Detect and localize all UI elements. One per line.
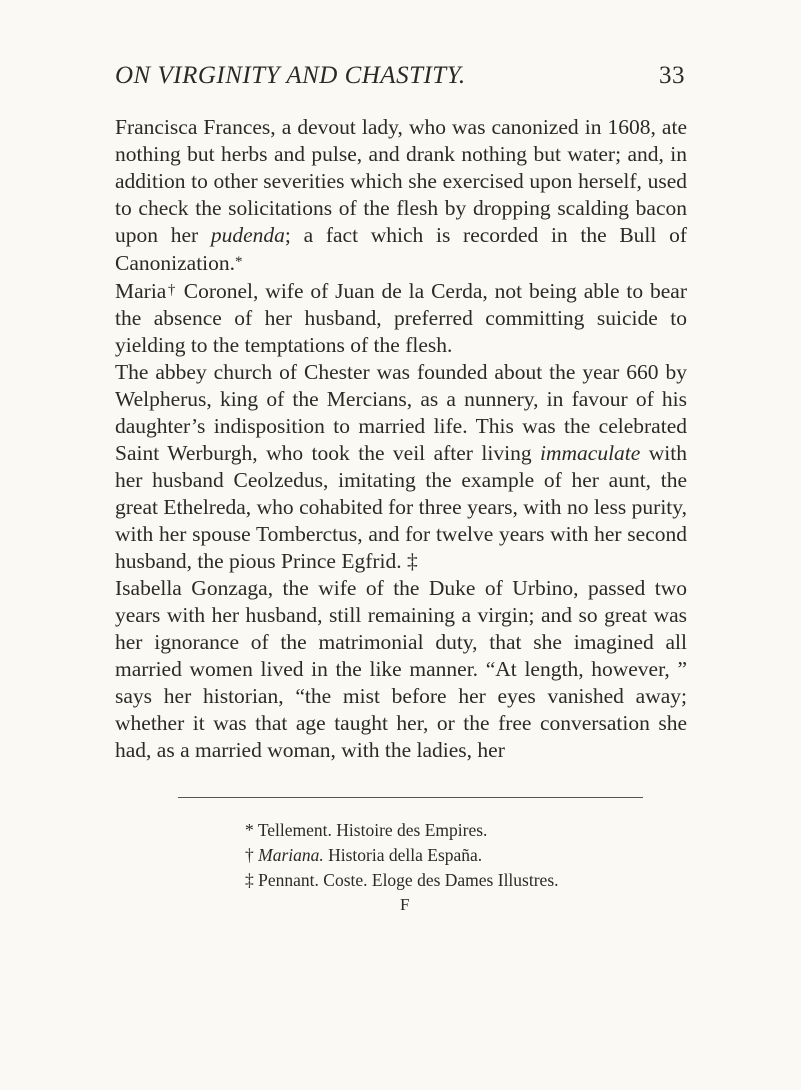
italic-word: pudenda: [210, 223, 285, 247]
footnote-divider: [178, 797, 643, 798]
footnote-author: Tellement.: [257, 820, 332, 840]
footnote: [245, 843, 559, 868]
text-run: Maria: [115, 279, 167, 303]
footnote-ref: *: [235, 254, 243, 270]
text-run: Coronel, wife of Juan de la Cerda, not being able to bear the absence of her husband, preferred committing suicide to yielding to the temptations of the flesh.: [115, 279, 687, 357]
text-run: Francisca Frances, a devout lady, who was canonized in 1608, ate nothing but herbs and pulse, and drank nothing but water; and, in addition to other severities which she exercised upon herself, used to check the solicitations of the flesh by dropping scalding bacon upon her: [115, 115, 687, 247]
footnotes: [245, 818, 559, 893]
paragraph-maria: [115, 277, 687, 359]
footnote-text: Histoire des Empires.: [336, 820, 488, 840]
footnote-text: Coste. Eloge des Dames Illustres.: [323, 870, 559, 890]
body-text: [115, 114, 687, 764]
footnote-author: Pennant.: [258, 870, 319, 890]
footnote-mark: ‡: [245, 870, 254, 890]
signature-mark: F: [400, 895, 410, 914]
text-run: with her husband Ceolzedus, imitating the example of her aunt, the great Ethelreda, who cohabited for three years, with no less purity, with her spouse Tomberctus, and for twelve years with her second husband, the pious Prince Egfrid.: [115, 441, 687, 573]
footnote-author: Mariana.: [258, 845, 324, 865]
page-number: 33: [659, 62, 685, 89]
italic-word: immaculate: [540, 441, 641, 465]
text-run: The abbey church of Chester was founded about the year 660 by Welpherus, king of the Mercians, as a nunnery, in favour of his daughter’s indisposition to married life. This was the celebrated Saint Werburgh, who took the veil after living: [115, 360, 687, 465]
footnote-ref: ‡: [407, 549, 418, 573]
paragraph-isabella: [115, 575, 687, 764]
text-run: ; a fact which is recorded in the Bull of Canonization.: [115, 223, 687, 275]
footnote: [245, 818, 559, 843]
footnote: [245, 868, 559, 893]
paragraph-francisca: [115, 114, 687, 277]
footnote-ref: †: [166, 282, 177, 298]
footnote-mark: †: [245, 845, 254, 865]
running-title: ON VIRGINITY AND CHASTITY.: [115, 62, 466, 89]
paragraph-chester: [115, 359, 687, 575]
text-run: Isabella Gonzaga, the wife of the Duke of Urbino, passed two years with her husband, still remaining a virgin; and so great was her ignorance of the matrimonial duty, that she imagined all married women lived in the like manner. “At length, however, ” says her historian, “the mist before her eyes vanished away; whether it was that age taught her, or the free conversation she had, as a married woman, with the ladies, her: [115, 576, 687, 762]
footnote-text: Historia della España.: [328, 845, 483, 865]
footnote-mark: *: [245, 820, 254, 840]
